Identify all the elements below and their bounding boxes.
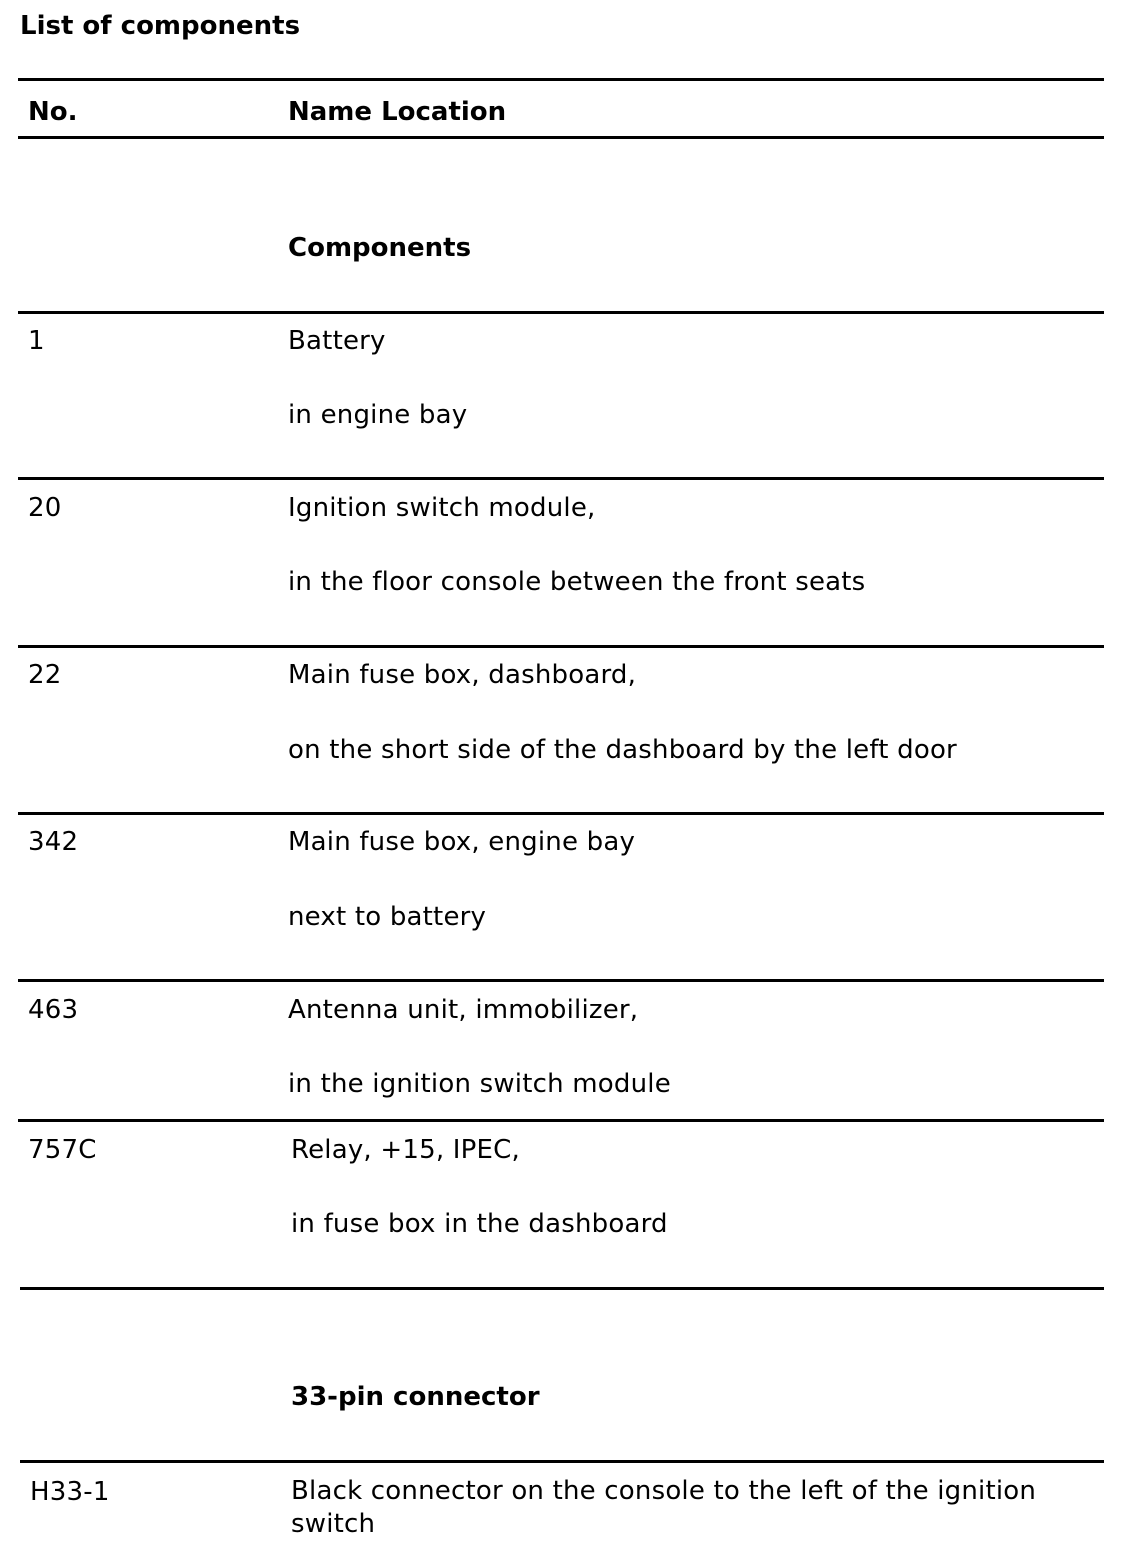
component-number: 22 <box>28 660 62 690</box>
component-number: 463 <box>28 995 79 1025</box>
section-rule <box>18 311 1104 314</box>
table-top-rule <box>18 78 1104 81</box>
component-name: Relay, +15, IPEC, <box>291 1135 520 1165</box>
component-location: in fuse box in the dashboard <box>291 1209 668 1239</box>
connector-number: H33-1 <box>30 1477 110 1507</box>
row-divider <box>18 1119 1104 1122</box>
component-name: Ignition switch module, <box>288 493 596 523</box>
component-location: next to battery <box>288 902 487 932</box>
component-name: Battery <box>288 326 386 356</box>
component-location: in the floor console between the front seats <box>288 567 866 597</box>
row-divider <box>18 477 1104 480</box>
component-location: in engine bay <box>288 400 468 430</box>
section-heading-components: Components <box>288 233 472 263</box>
component-location: on the short side of the dashboard by the left door <box>288 735 957 765</box>
section-divider <box>20 1287 1104 1290</box>
component-name: Main fuse box, dashboard, <box>288 660 637 690</box>
row-divider <box>18 645 1104 648</box>
section-heading-33-pin-connector: 33-pin connector <box>291 1382 540 1412</box>
header-bottom-rule <box>18 136 1104 139</box>
row-divider <box>18 812 1104 815</box>
connector-description: Black connector on the console to the left of the ignition switch <box>291 1476 1037 1539</box>
component-number: 1 <box>28 326 45 356</box>
document-title: List of components <box>20 11 301 41</box>
component-name: Main fuse box, engine bay <box>288 827 636 857</box>
section-rule <box>20 1460 1104 1463</box>
component-location: in the ignition switch module <box>288 1069 671 1099</box>
column-header-no: No. <box>28 97 78 127</box>
component-number: 20 <box>28 493 62 523</box>
component-name: Antenna unit, immobilizer, <box>288 995 639 1025</box>
row-divider <box>18 979 1104 982</box>
column-header-name-location: Name Location <box>288 97 507 127</box>
component-number: 757C <box>28 1135 97 1165</box>
component-number: 342 <box>28 827 79 857</box>
